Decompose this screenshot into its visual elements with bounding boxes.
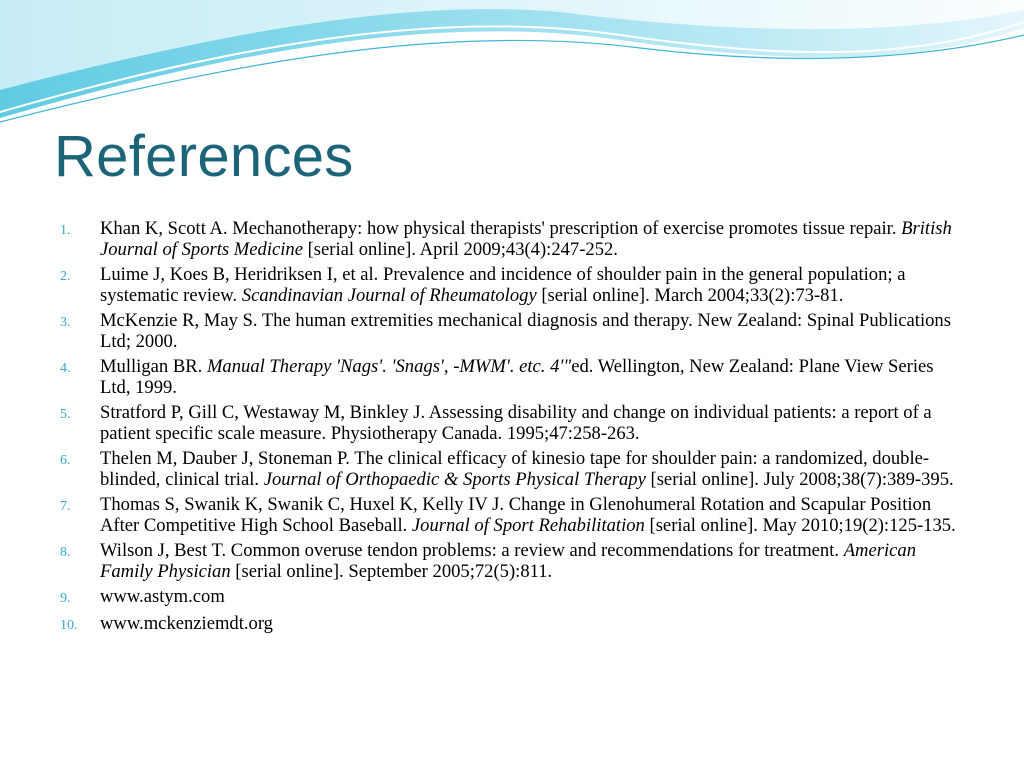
reference-text-part: www.mckenziemdt.org — [100, 613, 273, 634]
reference-number: 9. — [60, 591, 71, 606]
reference-text-part: [serial online]. April 2009;43(4):247-252. — [302, 238, 618, 260]
reference-text-part: [serial online]. May 2010;19(2):125-135. — [644, 514, 956, 536]
reference-text — [100, 219, 960, 260]
reference-number: 2. — [60, 269, 71, 284]
reference-item — [60, 311, 960, 352]
reference-item — [60, 357, 960, 398]
reference-journal: Journal of Sport Rehabilitation — [411, 514, 645, 536]
reference-number: 7. — [60, 499, 71, 514]
reference-text-part: Khan K, Scott A. Mechanotherapy: how physical therapists' prescription of exercise promotes tissue repair. — [100, 218, 902, 239]
reference-number: 3. — [60, 315, 71, 330]
reference-item — [60, 219, 960, 260]
reference-journal: British Journal of Sports Medicine — [100, 218, 952, 260]
reference-text-part: [serial online]. July 2008;38(7):389-395. — [645, 468, 954, 490]
reference-text — [100, 587, 225, 609]
reference-text-part: ed. Wellington, New Zealand: Plane View Series Ltd, 1999. — [100, 356, 934, 398]
page-title: References — [54, 124, 354, 189]
reference-number: 4. — [60, 361, 71, 376]
reference-text — [100, 495, 960, 536]
reference-text-part: Thelen M, Dauber J, Stoneman P. The clinical efficacy of kinesio tape for shoulder pain: a randomized, double-blinded, clinical trial. — [100, 448, 930, 490]
reference-text-part: Stratford P, Gill C, Westaway M, Binkley J. Assessing disability and change on individual patients: a report of a patient specific scale measure. Physiotherapy Canada. 1995;47:258-263. — [100, 402, 932, 444]
reference-number: 5. — [60, 407, 71, 422]
reference-text-part: www.astym.com — [100, 586, 225, 607]
reference-text — [100, 311, 960, 352]
reference-text-part: McKenzie R, May S. The human extremities mechanical diagnosis and therapy. New Zealand: Spinal Publications Ltd; 2000. — [100, 310, 951, 352]
reference-text-part: Wilson J, Best T. Common overuse tendon problems: a review and recommendations for treatment. — [100, 540, 844, 561]
reference-text — [100, 403, 960, 444]
reference-number: 1. — [60, 223, 71, 238]
reference-text — [100, 449, 960, 490]
reference-item — [60, 614, 960, 636]
reference-text — [100, 357, 960, 398]
reference-number: 8. — [60, 545, 71, 560]
header-wave-decoration — [0, 0, 1024, 130]
reference-item — [60, 265, 960, 306]
reference-text-part: Thomas S, Swanik K, Swanik C, Huxel K, Kelly IV J. Change in Glenohumeral Rotation and Scapular Position After Competitive High School Baseball. — [100, 494, 932, 536]
reference-journal: Manual Therapy 'Nags'. 'Snags', -MWM'. etc. 4'" — [206, 356, 572, 377]
reference-text-part: Mulligan BR. — [100, 356, 207, 377]
reference-text-part: [serial online]. March 2004;33(2):73-81. — [536, 284, 844, 306]
reference-item — [60, 403, 960, 444]
reference-text-part: [serial online]. September 2005;72(5):811. — [230, 560, 553, 582]
reference-number: 6. — [60, 453, 71, 468]
reference-text — [100, 265, 960, 306]
reference-list — [60, 219, 960, 641]
reference-item — [60, 449, 960, 490]
reference-item — [60, 587, 960, 609]
reference-journal: Journal of Orthopaedic & Sports Physical Therapy — [263, 468, 646, 490]
reference-text — [100, 541, 960, 582]
reference-item — [60, 495, 960, 536]
reference-item — [60, 541, 960, 582]
reference-number: 10. — [60, 618, 78, 633]
reference-journal: Scandinavian Journal of Rheumatology — [241, 284, 537, 306]
reference-journal: American Family Physician — [100, 540, 916, 582]
reference-text-part: Luime J, Koes B, Heridriksen I, et al. Prevalence and incidence of shoulder pain in the general population; a systematic review. — [100, 264, 906, 306]
reference-text — [100, 614, 273, 636]
